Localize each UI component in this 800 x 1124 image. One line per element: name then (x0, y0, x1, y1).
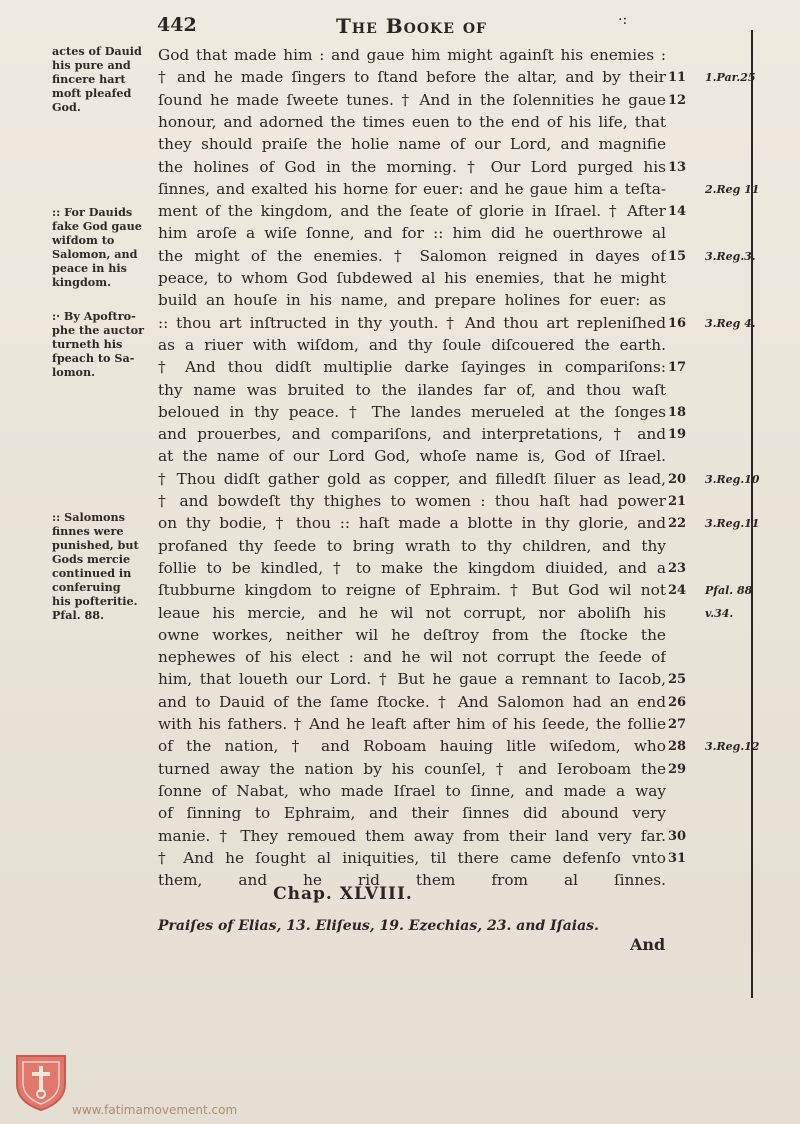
verse-number: 20 (668, 471, 687, 487)
cross-reference: Pfal. 88 (705, 584, 753, 598)
running-title: The Booke of (336, 14, 487, 38)
verse-number: 29 (668, 761, 687, 777)
text-line: him aroſe a wiſe ſonne, and for :: him did he ouerthrowe al (158, 224, 666, 243)
margin-note-line: Pfal. 88. (52, 608, 104, 622)
text-line: manie. † They remoued them away from their land very far. (158, 826, 666, 845)
text-line: the holines of God in the morning. † Our Lord purged his (158, 157, 666, 176)
margin-note-line: continued in (52, 566, 132, 580)
margin-note-line: :· By Apoftro- (52, 309, 136, 323)
verse-number: 23 (668, 560, 687, 576)
verse-number: 24 (668, 583, 687, 599)
text-line: † And he ſought al iniquities, til there came defenſo vnto (158, 848, 666, 867)
text-line: as a riuer with wiſdom, and thy ſoule diſcouered the earth. (158, 335, 666, 354)
shield-logo-icon (13, 1052, 69, 1112)
text-line: the might of the enemies. † Salomon reigned in dayes of (158, 246, 666, 265)
margin-note-line: fpeach to Sa- (52, 351, 135, 365)
margin-note-line: fincere hart (52, 72, 126, 86)
header-ornament: ·: (618, 12, 628, 28)
margin-note-line: his pure and (52, 58, 131, 72)
cross-reference: 3.Reg.11 (705, 517, 760, 531)
text-line: thy name was bruited to the ilandes far of, and thou waſt (158, 380, 666, 399)
text-line: leaue his mercie, and he wil not corrupt, nor aboliſh his (158, 603, 666, 622)
chapter-heading: Chap. XLVIII. (273, 884, 413, 904)
text-line: of the nation, † and Roboam hauing litle wiſedom, who (158, 737, 666, 756)
verse-number: 28 (668, 739, 687, 755)
verse-number: 15 (668, 248, 687, 264)
catchword: And (630, 935, 666, 954)
verse-number: 30 (668, 828, 687, 844)
text-line: ſinnes, and exalted his horne for euer: and he gaue him a teſta- (158, 179, 666, 198)
margin-note-line: :: Salomons (52, 510, 125, 524)
margin-note-line: conferuing (52, 580, 121, 594)
text-line: honour, and adorned the times euen to the end of his life, that (158, 112, 666, 131)
text-line: beloued in thy peace. † The landes merueled at the ſonges (158, 402, 666, 421)
margin-note-line: punished, but (52, 538, 139, 552)
cross-reference: 1.Par.25 (705, 71, 756, 85)
text-line: :: thou art inſtructed in thy youth. † And thou art repleniſhed (158, 313, 666, 332)
verse-number: 25 (668, 672, 687, 688)
cross-reference: 3.Reg.10 (705, 472, 760, 486)
verse-number: 13 (668, 159, 687, 175)
verse-number: 16 (668, 315, 687, 331)
verse-number: 17 (668, 360, 687, 376)
text-line: † and he made ſingers to ſtand before the altar, and by their (158, 68, 666, 87)
text-line: owne workes, neither wil he deſtroy from the ſtocke the (158, 625, 666, 644)
margin-note-line: kingdom. (52, 275, 111, 289)
margin-note (52, 44, 154, 114)
margin-note-line: finnes were (52, 524, 124, 538)
margin-note (52, 309, 154, 379)
text-line: they should praiſe the holie name of our Lord, and magnifie (158, 135, 666, 154)
text-line: nephewes of his elect : and he wil not corrupt the ſeede of (158, 648, 666, 667)
margin-note-line: God. (52, 100, 81, 114)
verse-number: 12 (668, 92, 687, 108)
verse-number: 27 (668, 717, 687, 732)
margin-note (52, 205, 154, 289)
margin-note-line: Gods mercie (52, 552, 131, 566)
text-line: and prouerbes, and compariſons, and interpretations, † and (158, 425, 666, 444)
margin-note-line: wifdom to (52, 233, 115, 247)
text-line: build an houſe in his name, and prepare holines for euer: as (158, 291, 666, 310)
margin-note-line: phe the auctor (52, 323, 145, 337)
text-line: ment of the kingdom, and the ſeate of glorie in Iſrael. † After (158, 202, 666, 221)
page-number: 442 (157, 14, 197, 36)
text-line: of ſinning to Ephraim, and their ſinnes did abound very (158, 804, 666, 823)
text-line: God that made him : and gaue him might againſt his enemies : (158, 46, 666, 64)
verse-number: 14 (668, 204, 687, 220)
verse-number: 31 (668, 850, 687, 866)
text-line: turned away the nation by his counſel, † and Ieroboam the (158, 759, 666, 778)
text-line: at the name of our Lord God, whoſe name is, God of Iſrael. (158, 447, 666, 466)
text-line: follie to be kindled, † to make the kingdom diuided, and a (158, 558, 666, 577)
verse-number: 19 (668, 427, 687, 443)
verse-number: 26 (668, 694, 687, 710)
margin-note-line: :: For Dauids (52, 205, 133, 219)
margin-note-line: peace in his (52, 261, 127, 275)
cross-reference: v.34. (705, 606, 734, 620)
text-line: ſtubburne kingdom to reigne of Ephraim. † But God wil not (158, 581, 666, 600)
margin-note-line: moft pleafed (52, 86, 132, 100)
text-line: them, and he rid them from al ſinnes. (158, 871, 666, 890)
website-link[interactable]: www.fatimamovement.com (72, 1103, 238, 1117)
margin-note-line: actes of Dauid (52, 44, 142, 58)
verse-number: 22 (668, 516, 687, 532)
page-header (0, 6, 800, 40)
verse-number: 18 (668, 404, 687, 420)
text-line: on thy bodie, † thou :: haſt made a blotte in thy glorie, and (158, 514, 666, 533)
cross-reference: 3.Reg 4. (705, 316, 756, 330)
chapter-summary: Praiſes of Elias, 13. Eliſeus, 19. Ezechias, 23. and Iſaias. (158, 918, 599, 934)
margin-note-line: his pofteritie. (52, 594, 138, 608)
text-line: with his fathers. † And he leaft after him of his ſeede, the follie (158, 715, 666, 733)
text-line: ſound he made ſweete tunes. † And in the ſolennities he gaue (158, 90, 666, 109)
text-line: profaned thy ſeede to bring wrath to thy children, and thy (158, 536, 666, 555)
verse-number: 11 (668, 70, 687, 86)
text-line: † And thou didſt multiplie darke ſayinges in compariſons: (158, 358, 666, 377)
margin-note (52, 510, 154, 622)
cross-reference: 3.Reg.3. (705, 249, 756, 263)
margin-note-line: fake God gaue (52, 219, 142, 233)
cross-reference: 3.Reg.12 (705, 740, 760, 754)
text-line: and to Dauid of the ſame ſtocke. † And Salomon had an end (158, 692, 666, 711)
cross-reference: 2.Reg 11 (705, 182, 760, 196)
right-margin-rule (751, 30, 753, 998)
margin-note-line: turneth his (52, 337, 123, 351)
text-line: him, that loueth our Lord. † But he gaue a remnant to Iacob, (158, 670, 666, 689)
text-line: peace, to whom God ſubdewed al his enemies, that he might (158, 269, 666, 287)
text-line: † Thou didſt gather gold as copper, and filledſt ſiluer as lead, (158, 469, 666, 488)
verse-number: 21 (668, 494, 687, 509)
text-line: ſonne of Nabat, who made Iſrael to ſinne, and made a way (158, 781, 666, 800)
text-line: † and bowdeſt thy thighes to women : thou haſt had power (158, 492, 666, 510)
margin-note-line: lomon. (52, 365, 96, 379)
margin-note-line: Salomon, and (52, 247, 138, 261)
